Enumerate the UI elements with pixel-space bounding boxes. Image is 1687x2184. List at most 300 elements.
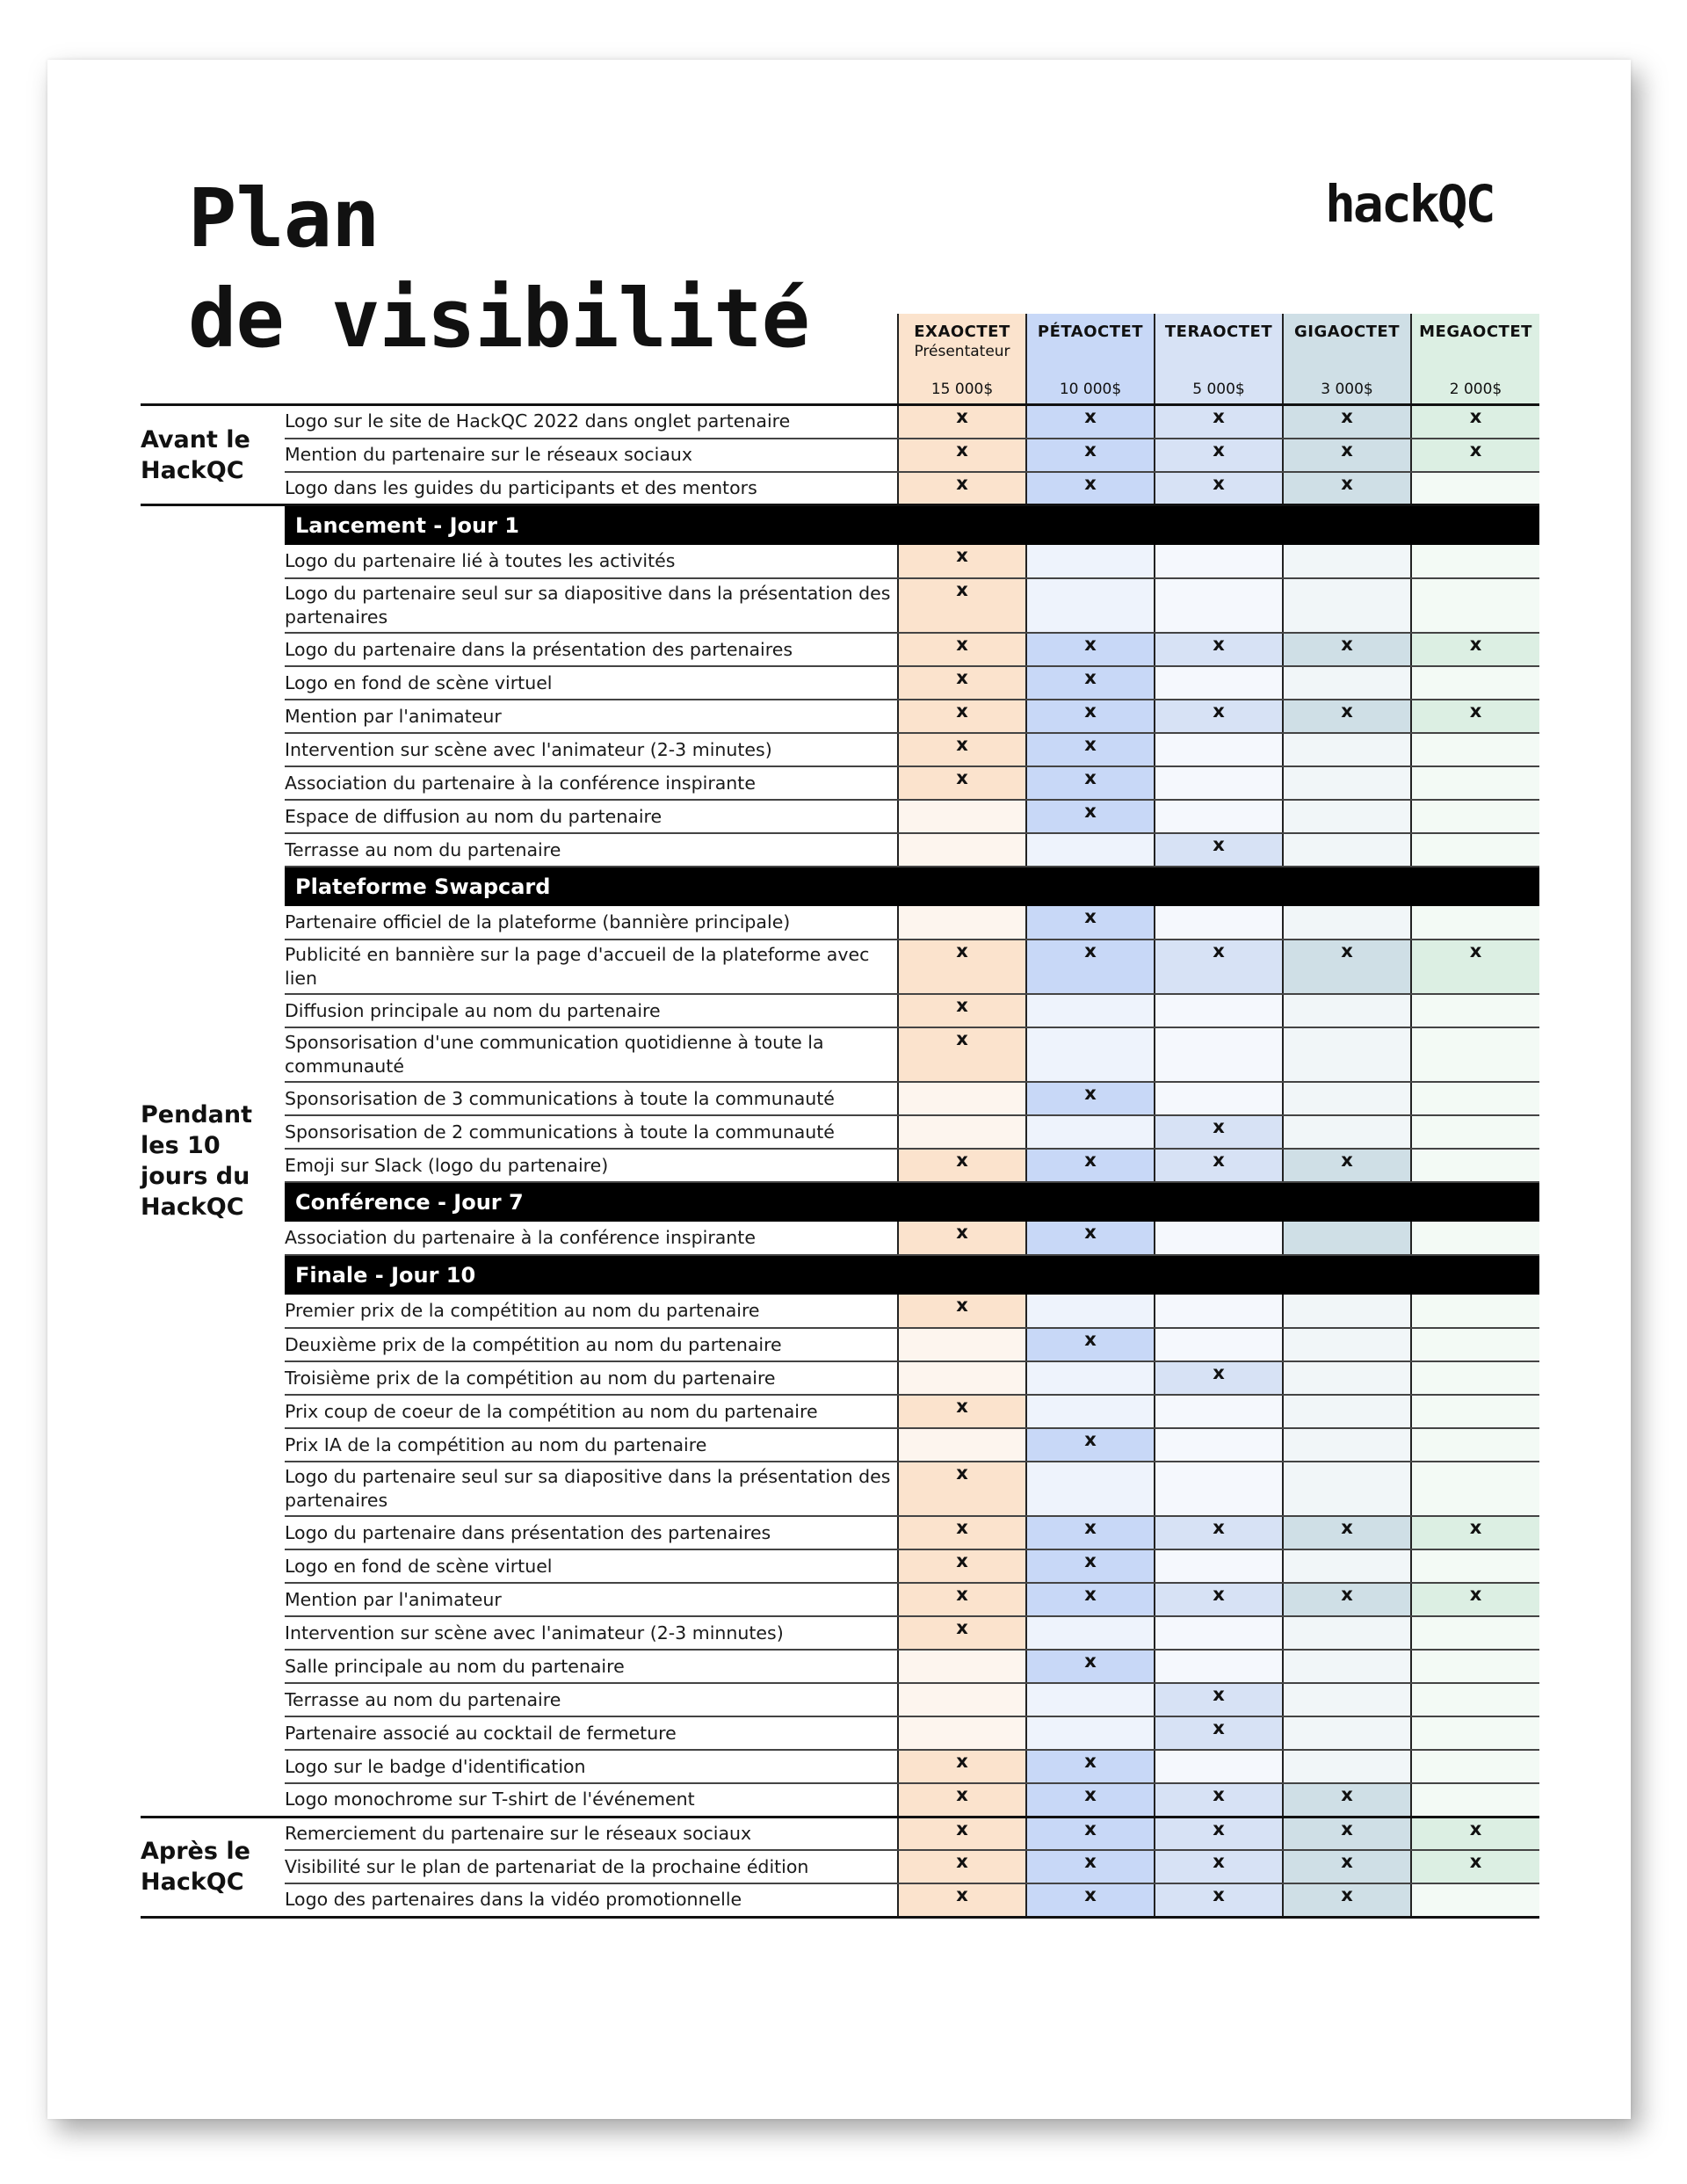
tier-cell-teraoctet — [1155, 1027, 1283, 1082]
tier-cell-gigaoctet — [1283, 1328, 1411, 1361]
benefit-label: Logo des partenaires dans la vidéo promotionnelle — [285, 1883, 898, 1917]
tier-cell-pétaoctet: x — [1026, 1650, 1155, 1683]
tier-cell-megaoctet — [1411, 1750, 1539, 1783]
tier-cell-megaoctet — [1411, 1549, 1539, 1583]
tier-cell-gigaoctet — [1283, 666, 1411, 700]
table-row — [141, 906, 1539, 940]
tier-cell-megaoctet: x — [1411, 1817, 1539, 1850]
section-title: Finale - Jour 10 — [285, 1255, 1539, 1295]
tier-cell-teraoctet — [1155, 1428, 1283, 1462]
tier-header-teraoctet — [1155, 314, 1283, 405]
tier-cell-exaoctet — [898, 833, 1026, 867]
tier-cell-pétaoctet: x — [1026, 1750, 1155, 1783]
tier-cell-pétaoctet: x — [1026, 1549, 1155, 1583]
tier-cell-pétaoctet: x — [1026, 906, 1155, 940]
table-row — [141, 1783, 1539, 1817]
tier-cell-megaoctet — [1411, 733, 1539, 766]
tier-cell-teraoctet: x — [1155, 1783, 1283, 1817]
tier-cell-teraoctet: x — [1155, 439, 1283, 472]
table-row — [141, 405, 1539, 439]
tier-cell-pétaoctet: x — [1026, 1516, 1155, 1549]
tier-cell-exaoctet — [898, 1428, 1026, 1462]
visibility-table-body — [141, 405, 1539, 1918]
tier-cell-teraoctet: x — [1155, 1716, 1283, 1750]
tier-cell-gigaoctet: x — [1283, 1149, 1411, 1182]
tier-cell-pétaoctet: x — [1026, 1082, 1155, 1115]
section-header-row — [141, 1255, 1539, 1295]
tier-cell-exaoctet: x — [898, 1027, 1026, 1082]
tier-cell-teraoctet — [1155, 1328, 1283, 1361]
table-row — [141, 545, 1539, 578]
tier-cell-pétaoctet: x — [1026, 733, 1155, 766]
tier-cell-gigaoctet: x — [1283, 472, 1411, 505]
table-row — [141, 994, 1539, 1027]
benefit-label: Salle principale au nom du partenaire — [285, 1650, 898, 1683]
tier-cell-exaoctet: x — [898, 1616, 1026, 1650]
tier-cell-exaoctet: x — [898, 578, 1026, 633]
benefit-label: Espace de diffusion au nom du partenaire — [285, 800, 898, 833]
tier-cell-gigaoctet: x — [1283, 1783, 1411, 1817]
table-row — [141, 1616, 1539, 1650]
table-row — [141, 1650, 1539, 1683]
table-row — [141, 1027, 1539, 1082]
table-row — [141, 833, 1539, 867]
tier-cell-gigaoctet — [1283, 1616, 1411, 1650]
tier-cell-megaoctet: x — [1411, 700, 1539, 733]
tier-price: 10 000$ — [1059, 381, 1122, 398]
tier-cell-pétaoctet — [1026, 1295, 1155, 1328]
table-row — [141, 1683, 1539, 1716]
benefit-label: Logo en fond de scène virtuel — [285, 666, 898, 700]
page-title-line-1: Plan — [188, 171, 380, 265]
tier-cell-exaoctet: x — [898, 1583, 1026, 1616]
tier-cell-teraoctet: x — [1155, 633, 1283, 666]
tier-cell-gigaoctet — [1283, 800, 1411, 833]
benefit-label: Logo du partenaire lié à toutes les activités — [285, 545, 898, 578]
tier-price: 15 000$ — [930, 381, 994, 398]
tier-cell-exaoctet: x — [898, 1549, 1026, 1583]
tier-cell-teraoctet: x — [1155, 1115, 1283, 1149]
tier-cell-exaoctet: x — [898, 633, 1026, 666]
tier-cell-exaoctet: x — [898, 700, 1026, 733]
section-header-row — [141, 1182, 1539, 1222]
benefit-label: Mention du partenaire sur le réseaux sociaux — [285, 439, 898, 472]
tier-cell-exaoctet: x — [898, 766, 1026, 800]
benefit-label: Mention par l'animateur — [285, 700, 898, 733]
tier-cell-megaoctet: x — [1411, 1583, 1539, 1616]
table-row — [141, 1395, 1539, 1428]
tier-cell-teraoctet: x — [1155, 1817, 1283, 1850]
benefit-label: Remerciement du partenaire sur le réseaux sociaux — [285, 1817, 898, 1850]
tier-cell-megaoctet — [1411, 1716, 1539, 1750]
tier-cell-exaoctet: x — [898, 1149, 1026, 1182]
tier-cell-pétaoctet: x — [1026, 1328, 1155, 1361]
tier-cell-pétaoctet: x — [1026, 800, 1155, 833]
tier-cell-megaoctet: x — [1411, 439, 1539, 472]
tier-cell-exaoctet: x — [898, 545, 1026, 578]
table-row — [141, 578, 1539, 633]
tier-cell-megaoctet — [1411, 766, 1539, 800]
tier-cell-exaoctet — [898, 906, 1026, 940]
tier-cell-megaoctet — [1411, 1462, 1539, 1516]
tier-cell-megaoctet — [1411, 1115, 1539, 1149]
tier-cell-exaoctet: x — [898, 1817, 1026, 1850]
phase-label: Après le HackQC — [141, 1817, 285, 1917]
hackqc-logo: hackQC — [1325, 174, 1494, 234]
tier-cell-gigaoctet — [1283, 1716, 1411, 1750]
table-row — [141, 1115, 1539, 1149]
table-row — [141, 1549, 1539, 1583]
tier-cell-gigaoctet — [1283, 1750, 1411, 1783]
tier-cell-megaoctet — [1411, 1783, 1539, 1817]
benefit-label: Intervention sur scène avec l'animateur (2-3 minnutes) — [285, 1616, 898, 1650]
tier-cell-megaoctet — [1411, 906, 1539, 940]
tier-header-gigaoctet — [1283, 314, 1411, 405]
tier-cell-megaoctet: x — [1411, 1516, 1539, 1549]
tier-cell-gigaoctet — [1283, 1428, 1411, 1462]
table-row — [141, 666, 1539, 700]
tier-cell-pétaoctet — [1026, 545, 1155, 578]
section-title: Lancement - Jour 1 — [285, 505, 1539, 546]
tier-cell-megaoctet: x — [1411, 940, 1539, 994]
benefit-label: Sponsorisation d'une communication quotidienne à toute la communauté — [285, 1027, 898, 1082]
benefit-label: Logo sur le site de HackQC 2022 dans onglet partenaire — [285, 405, 898, 439]
tier-name: TERAOCTET — [1164, 323, 1273, 341]
tier-cell-megaoctet: x — [1411, 633, 1539, 666]
table-row — [141, 1716, 1539, 1750]
table-row — [141, 1428, 1539, 1462]
benefit-label: Sponsorisation de 2 communications à toute la communauté — [285, 1115, 898, 1149]
tier-cell-gigaoctet: x — [1283, 1817, 1411, 1850]
tier-cell-exaoctet — [898, 1082, 1026, 1115]
tier-price: 5 000$ — [1192, 381, 1245, 398]
tier-cell-teraoctet — [1155, 545, 1283, 578]
tier-header-megaoctet — [1411, 314, 1539, 405]
tier-cell-gigaoctet — [1283, 1361, 1411, 1395]
tier-cell-gigaoctet — [1283, 733, 1411, 766]
tier-cell-exaoctet: x — [898, 1750, 1026, 1783]
tier-subtitle: Présentateur — [914, 343, 1010, 360]
tier-cell-exaoctet: x — [898, 1516, 1026, 1549]
tier-name: GIGAOCTET — [1293, 323, 1401, 341]
tier-cell-gigaoctet — [1283, 1295, 1411, 1328]
benefit-label: Prix coup de coeur de la compétition au nom du partenaire — [285, 1395, 898, 1428]
table-row — [141, 766, 1539, 800]
tier-cell-gigaoctet: x — [1283, 405, 1411, 439]
table-row — [141, 472, 1539, 505]
table-row — [141, 800, 1539, 833]
tier-cell-exaoctet: x — [898, 1883, 1026, 1917]
tier-price: 2 000$ — [1449, 381, 1502, 398]
tier-cell-pétaoctet: x — [1026, 633, 1155, 666]
tier-cell-teraoctet: x — [1155, 1683, 1283, 1716]
tier-cell-pétaoctet — [1026, 578, 1155, 633]
tier-cell-teraoctet: x — [1155, 940, 1283, 994]
tier-cell-megaoctet — [1411, 472, 1539, 505]
benefit-label: Logo du partenaire dans présentation des partenaires — [285, 1516, 898, 1549]
tier-cell-exaoctet — [898, 1716, 1026, 1750]
tier-cell-gigaoctet — [1283, 1115, 1411, 1149]
tier-cell-teraoctet: x — [1155, 1850, 1283, 1883]
table-row — [141, 1583, 1539, 1616]
tier-cell-pétaoctet — [1026, 994, 1155, 1027]
tier-cell-megaoctet — [1411, 545, 1539, 578]
tier-cell-pétaoctet: x — [1026, 1817, 1155, 1850]
tier-cell-teraoctet: x — [1155, 405, 1283, 439]
tier-cell-pétaoctet: x — [1026, 405, 1155, 439]
tier-cell-exaoctet: x — [898, 733, 1026, 766]
tier-cell-gigaoctet: x — [1283, 633, 1411, 666]
benefit-label: Terrasse au nom du partenaire — [285, 1683, 898, 1716]
benefit-label: Logo du partenaire dans la présentation des partenaires — [285, 633, 898, 666]
benefit-label: Deuxième prix de la compétition au nom du partenaire — [285, 1328, 898, 1361]
tier-cell-teraoctet: x — [1155, 1583, 1283, 1616]
tier-cell-pétaoctet — [1026, 1462, 1155, 1516]
benefit-label: Association du partenaire à la conférence inspirante — [285, 766, 898, 800]
tier-cell-megaoctet — [1411, 666, 1539, 700]
tier-cell-gigaoctet — [1283, 578, 1411, 633]
table-row — [141, 1149, 1539, 1182]
phase-label: Pendant les 10 jours du HackQC — [141, 505, 285, 1818]
tier-cell-megaoctet — [1411, 1027, 1539, 1082]
tier-cell-exaoctet — [898, 1115, 1026, 1149]
tier-cell-pétaoctet: x — [1026, 1149, 1155, 1182]
tier-cell-exaoctet — [898, 1650, 1026, 1683]
tier-cell-exaoctet — [898, 1328, 1026, 1361]
tier-cell-teraoctet — [1155, 1750, 1283, 1783]
tier-cell-pétaoctet — [1026, 1361, 1155, 1395]
tier-cell-megaoctet — [1411, 1395, 1539, 1428]
tier-cell-teraoctet — [1155, 1616, 1283, 1650]
phase-label: Avant le HackQC — [141, 405, 285, 505]
benefit-label: Diffusion principale au nom du partenaire — [285, 994, 898, 1027]
tier-cell-teraoctet — [1155, 1462, 1283, 1516]
benefit-label: Prix IA de la compétition au nom du partenaire — [285, 1428, 898, 1462]
table-row — [141, 733, 1539, 766]
tier-cell-megaoctet — [1411, 1616, 1539, 1650]
benefit-label: Visibilité sur le plan de partenariat de la prochaine édition — [285, 1850, 898, 1883]
tier-cell-pétaoctet — [1026, 1027, 1155, 1082]
tier-cell-pétaoctet: x — [1026, 1583, 1155, 1616]
tier-cell-teraoctet — [1155, 733, 1283, 766]
tier-cell-exaoctet: x — [898, 940, 1026, 994]
tier-cell-gigaoctet — [1283, 1683, 1411, 1716]
tier-cell-pétaoctet — [1026, 833, 1155, 867]
tier-cell-megaoctet — [1411, 578, 1539, 633]
tier-cell-pétaoctet — [1026, 1616, 1155, 1650]
tier-cell-exaoctet: x — [898, 1462, 1026, 1516]
table-row — [141, 1462, 1539, 1516]
benefit-label: Publicité en bannière sur la page d'accueil de la plateforme avec lien — [285, 940, 898, 994]
table-row — [141, 940, 1539, 994]
benefit-label: Intervention sur scène avec l'animateur (2-3 minutes) — [285, 733, 898, 766]
benefit-label: Premier prix de la compétition au nom du partenaire — [285, 1295, 898, 1328]
tier-cell-teraoctet: x — [1155, 1516, 1283, 1549]
table-row — [141, 1222, 1539, 1255]
benefit-label: Sponsorisation de 3 communications à toute la communauté — [285, 1082, 898, 1115]
tier-name: MEGAOCTET — [1419, 323, 1532, 341]
tier-cell-gigaoctet — [1283, 1549, 1411, 1583]
section-header-row — [141, 505, 1539, 546]
tier-cell-gigaoctet — [1283, 994, 1411, 1027]
tier-cell-megaoctet — [1411, 1683, 1539, 1716]
tier-cell-teraoctet: x — [1155, 1361, 1283, 1395]
tier-cell-teraoctet — [1155, 800, 1283, 833]
tier-cell-pétaoctet: x — [1026, 766, 1155, 800]
table-row — [141, 439, 1539, 472]
tier-cell-gigaoctet — [1283, 766, 1411, 800]
tier-cell-exaoctet — [898, 1683, 1026, 1716]
page-title-line-2: de visibilité — [188, 272, 810, 366]
tier-cell-gigaoctet: x — [1283, 1850, 1411, 1883]
tier-cell-megaoctet — [1411, 1650, 1539, 1683]
tier-cell-megaoctet — [1411, 800, 1539, 833]
tier-cell-pétaoctet — [1026, 1115, 1155, 1149]
benefit-label: Partenaire officiel de la plateforme (bannière principale) — [285, 906, 898, 940]
tier-name: EXAOCTET — [914, 323, 1010, 341]
tier-cell-pétaoctet: x — [1026, 1883, 1155, 1917]
tier-cell-exaoctet: x — [898, 1222, 1026, 1255]
tier-cell-exaoctet — [898, 800, 1026, 833]
tier-cell-megaoctet — [1411, 1149, 1539, 1182]
tier-cell-megaoctet — [1411, 1082, 1539, 1115]
tier-cell-megaoctet: x — [1411, 405, 1539, 439]
tier-cell-pétaoctet: x — [1026, 472, 1155, 505]
tier-cell-gigaoctet — [1283, 1222, 1411, 1255]
table-row — [141, 1328, 1539, 1361]
tier-cell-gigaoctet: x — [1283, 439, 1411, 472]
benefit-label: Emoji sur Slack (logo du partenaire) — [285, 1149, 898, 1182]
tier-cell-teraoctet: x — [1155, 1883, 1283, 1917]
tier-cell-exaoctet — [898, 1361, 1026, 1395]
tier-cell-megaoctet — [1411, 1361, 1539, 1395]
tier-cell-exaoctet: x — [898, 994, 1026, 1027]
tier-cell-pétaoctet: x — [1026, 1783, 1155, 1817]
tier-cell-exaoctet: x — [898, 666, 1026, 700]
table-row — [141, 1817, 1539, 1850]
benefit-label: Association du partenaire à la conférence inspirante — [285, 1222, 898, 1255]
tier-cell-gigaoctet — [1283, 1082, 1411, 1115]
tier-cell-gigaoctet: x — [1283, 940, 1411, 994]
tier-price: 3 000$ — [1321, 381, 1373, 398]
tier-cell-pétaoctet: x — [1026, 666, 1155, 700]
tier-cell-exaoctet: x — [898, 405, 1026, 439]
tier-cell-gigaoctet — [1283, 545, 1411, 578]
tier-cell-teraoctet — [1155, 1082, 1283, 1115]
benefit-label: Logo en fond de scène virtuel — [285, 1549, 898, 1583]
tier-cell-megaoctet — [1411, 1295, 1539, 1328]
tier-cell-megaoctet — [1411, 1328, 1539, 1361]
tier-cell-exaoctet: x — [898, 1395, 1026, 1428]
tier-cell-teraoctet — [1155, 1395, 1283, 1428]
tier-cell-megaoctet — [1411, 1222, 1539, 1255]
benefit-label: Logo du partenaire seul sur sa diapositive dans la présentation des partenaires — [285, 578, 898, 633]
tier-cell-megaoctet — [1411, 1428, 1539, 1462]
tier-cell-gigaoctet — [1283, 1395, 1411, 1428]
tier-name: PÉTAOCTET — [1037, 323, 1144, 341]
benefit-label: Mention par l'animateur — [285, 1583, 898, 1616]
table-row — [141, 633, 1539, 666]
table-row — [141, 1750, 1539, 1783]
table-row — [141, 700, 1539, 733]
tier-cell-megaoctet: x — [1411, 1850, 1539, 1883]
tier-cell-exaoctet: x — [898, 1295, 1026, 1328]
benefit-label: Partenaire associé au cocktail de fermeture — [285, 1716, 898, 1750]
tier-cell-exaoctet: x — [898, 1850, 1026, 1883]
section-title: Conférence - Jour 7 — [285, 1182, 1539, 1222]
tier-cell-teraoctet: x — [1155, 1149, 1283, 1182]
benefit-label: Logo sur le badge d'identification — [285, 1750, 898, 1783]
tier-cell-pétaoctet: x — [1026, 1428, 1155, 1462]
tier-cell-pétaoctet: x — [1026, 940, 1155, 994]
tier-cell-megaoctet — [1411, 1883, 1539, 1917]
tier-cell-teraoctet: x — [1155, 700, 1283, 733]
tier-header-row — [141, 314, 1539, 405]
tier-cell-pétaoctet: x — [1026, 439, 1155, 472]
tier-cell-teraoctet — [1155, 1650, 1283, 1683]
table-row — [141, 1883, 1539, 1917]
tier-cell-gigaoctet — [1283, 906, 1411, 940]
tier-cell-megaoctet — [1411, 994, 1539, 1027]
tier-cell-megaoctet — [1411, 833, 1539, 867]
tier-cell-teraoctet — [1155, 1222, 1283, 1255]
tier-cell-pétaoctet — [1026, 1395, 1155, 1428]
tier-cell-gigaoctet — [1283, 833, 1411, 867]
benefit-label: Logo monochrome sur T-shirt de l'événement — [285, 1783, 898, 1817]
tier-cell-gigaoctet — [1283, 1462, 1411, 1516]
table-row — [141, 1295, 1539, 1328]
tier-cell-teraoctet — [1155, 1549, 1283, 1583]
tier-cell-teraoctet: x — [1155, 472, 1283, 505]
tier-cell-exaoctet: x — [898, 472, 1026, 505]
tier-cell-teraoctet — [1155, 1295, 1283, 1328]
tier-cell-pétaoctet: x — [1026, 1222, 1155, 1255]
benefit-label: Terrasse au nom du partenaire — [285, 833, 898, 867]
tier-cell-pétaoctet: x — [1026, 700, 1155, 733]
table-row — [141, 1850, 1539, 1883]
section-title: Plateforme Swapcard — [285, 867, 1539, 906]
tier-cell-pétaoctet — [1026, 1716, 1155, 1750]
tier-cell-teraoctet: x — [1155, 833, 1283, 867]
tier-cell-gigaoctet — [1283, 1027, 1411, 1082]
tier-cell-exaoctet: x — [898, 1783, 1026, 1817]
tier-header-exaoctet — [898, 314, 1026, 405]
benefit-label: Logo du partenaire seul sur sa diapositive dans la présentation des partenaires — [285, 1462, 898, 1516]
table-row — [141, 1082, 1539, 1115]
tier-cell-teraoctet — [1155, 578, 1283, 633]
table-row — [141, 1361, 1539, 1395]
tier-cell-gigaoctet: x — [1283, 1516, 1411, 1549]
tier-cell-gigaoctet: x — [1283, 1583, 1411, 1616]
tier-cell-teraoctet — [1155, 666, 1283, 700]
benefit-label: Logo dans les guides du participants et des mentors — [285, 472, 898, 505]
tier-cell-teraoctet — [1155, 906, 1283, 940]
section-header-row — [141, 867, 1539, 906]
tier-cell-teraoctet — [1155, 994, 1283, 1027]
tier-cell-pétaoctet: x — [1026, 1850, 1155, 1883]
tier-cell-pétaoctet — [1026, 1683, 1155, 1716]
tier-cell-teraoctet — [1155, 766, 1283, 800]
visibility-table — [141, 314, 1539, 1919]
table-row — [141, 1516, 1539, 1549]
benefit-label: Troisième prix de la compétition au nom du partenaire — [285, 1361, 898, 1395]
tier-cell-exaoctet: x — [898, 439, 1026, 472]
tier-cell-gigaoctet: x — [1283, 700, 1411, 733]
header-spacer — [141, 314, 898, 405]
tier-cell-gigaoctet: x — [1283, 1883, 1411, 1917]
tier-cell-gigaoctet — [1283, 1650, 1411, 1683]
tier-header-petaoctet — [1026, 314, 1155, 405]
